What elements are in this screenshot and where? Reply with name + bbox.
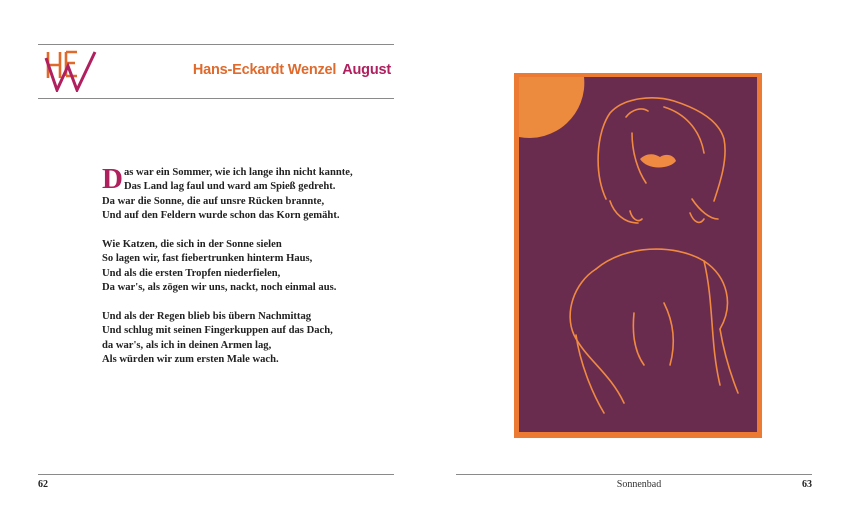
poem-line: Als würden wir zum ersten Male wach.: [102, 354, 279, 366]
hew-logo-icon: [44, 48, 98, 92]
stanza: [102, 238, 402, 296]
poem-line: Da war die Sonne, die auf unsre Rücken brannte,: [102, 195, 325, 207]
poem-line: Und auf den Feldern wurde schon das Korn gemäht.: [102, 210, 340, 222]
stanza: [102, 163, 402, 224]
poem-line: So lagen wir, fast fiebertrunken hinterm Haus,: [102, 253, 313, 265]
stanza: [102, 310, 402, 368]
footer-rule: [38, 474, 394, 475]
chapter-header: [193, 62, 391, 78]
poem-line: Und als die ersten Tropfen niederfielen,: [102, 267, 281, 279]
poem-line: Das Land lag faul und ward am Spieß gedreht.: [123, 181, 336, 193]
author-name: Hans-Eckardt Wenzel: [192, 62, 337, 78]
poem-title: August: [342, 62, 391, 78]
header-top-rule: [38, 44, 394, 45]
page-number: 62: [38, 479, 48, 490]
footer-rule: [456, 474, 812, 475]
poem-line: Da war's, als zögen wir uns, nackt, noch einmal aus.: [102, 282, 337, 294]
right-page: [426, 0, 852, 506]
poem-line: Und als der Regen blieb bis übern Nachmittag: [102, 311, 312, 323]
poem-body: [102, 163, 402, 382]
header-bottom-rule: [38, 98, 394, 99]
poem-line: da war's, als ich in deinen Armen lag,: [102, 339, 272, 351]
running-title: Sonnenbad: [616, 479, 662, 490]
poem-line: Wie Katzen, die sich in der Sonne sielen: [102, 239, 282, 251]
drop-cap: D: [102, 163, 123, 195]
poem-line: Und schlug mit seinen Fingerkuppen auf das Dach,: [102, 325, 333, 337]
poem-line: Das war ein Sommer, wie ich lange ihn nicht kannte,: [102, 163, 353, 195]
page-number: 63: [802, 479, 812, 490]
sunbathing-figure-artwork: [514, 73, 762, 438]
